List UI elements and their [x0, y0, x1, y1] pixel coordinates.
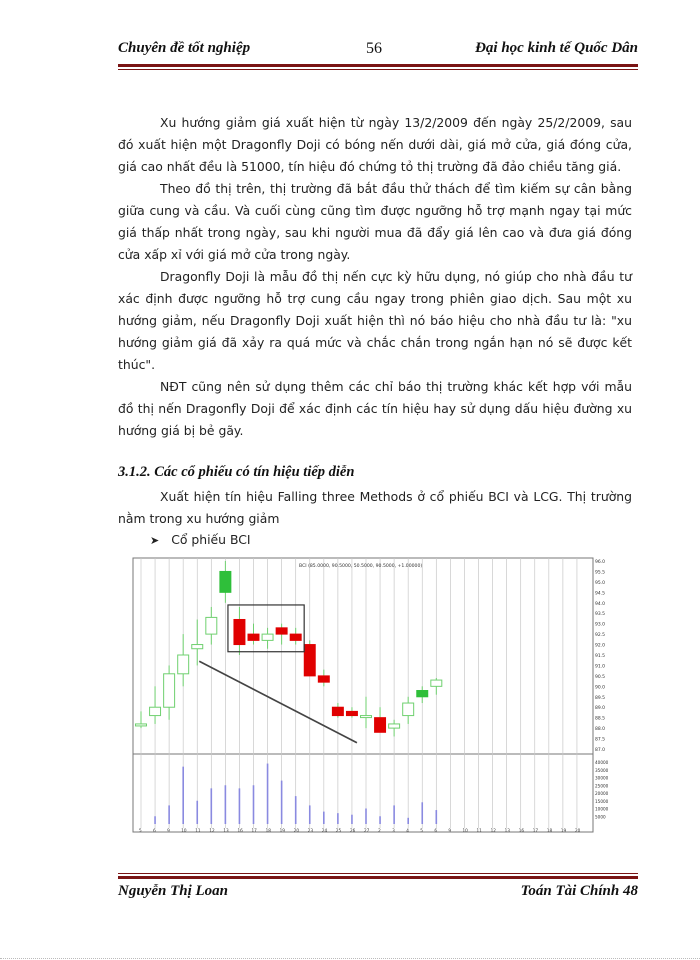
x-tick-label: 6 [434, 828, 437, 833]
x-tick-label: 13 [504, 828, 510, 833]
candle-body [150, 707, 161, 715]
x-tick-label: 13 [223, 828, 229, 833]
candle-body [192, 645, 203, 649]
footer-class: Toán Tài Chính 48 [520, 883, 638, 899]
volume-tick-label: 20000 [595, 791, 609, 796]
paragraph-2: Theo đồ thị trên, thị trường đã bắt đầu thử thách để tìm kiếm sự cân bằng giữa cung và cầu. Và cuối cùng cũng tìm được ngưỡng hỗ trợ mạnh ngay tại mức giá thấp nhất trong ngày, sau khi người mua đã đẩy giá lên cao và đưa giá đóng cửa xấp xỉ với giá mở cửa trong ngày. [118, 181, 632, 262]
header-university: Đại học kinh tế Quốc Dân [475, 40, 638, 56]
candle-body [361, 716, 372, 718]
x-tick-label: 2 [378, 828, 381, 833]
volume-tick-label: 10000 [595, 806, 609, 812]
bci-candlestick-chart [129, 552, 609, 842]
candle-body [417, 691, 428, 697]
y-tick-label: 88.0 [595, 727, 606, 733]
body-text [118, 112, 632, 442]
page-footer [118, 883, 638, 905]
y-tick-label: 93.0 [595, 622, 606, 628]
candle-body [389, 724, 400, 728]
y-tick-label: 94.5 [595, 591, 606, 597]
volume-tick-label: 40000 [595, 760, 609, 765]
y-tick-label: 92.0 [595, 643, 606, 649]
page-bottom-dotted-line [0, 958, 700, 959]
candle-body [248, 634, 259, 640]
y-tick-label: 91.5 [595, 654, 606, 659]
y-tick-label: 89.0 [595, 706, 606, 712]
footer-author: Nguyễn Thị Loan [118, 883, 229, 899]
volume-tick-label: 35000 [595, 767, 609, 773]
x-tick-label: 25 [335, 828, 342, 833]
volume-tick-label: 25000 [595, 783, 609, 789]
y-tick-label: 88.5 [595, 716, 606, 722]
paragraph-1: Xu hướng giảm giá xuất hiện từ ngày 13/2/2009 đến ngày 25/2/2009, sau đó xuất hiện một Dragonfly Doji có bóng nến dưới dài, giá mở cửa, giá đóng cửa, giá cao nhất đều là 51000, tín hiệu đó chứng tỏ thị trường đã đảo chiều tăng giá. [118, 115, 632, 174]
y-tick-label: 95.5 [595, 570, 606, 576]
bullet-item [150, 532, 251, 547]
paragraph-3: Dragonfly Doji là mẫu đồ thị nến cực kỳ hữu dụng, nó giúp cho nhà đầu tư xác định được ngưỡng hỗ trợ cung cầu ngay trong phiên giao dịch. Sau một xu hướng giảm, nếu Dragonfly Doji xuất hiện thì nó báo hiệu cho nhà đầu tư là: "xu hướng giảm giá đã xảy ra quá mức và chắc chắn trong ngắn hạn nó sẽ được kết thúc". [118, 269, 632, 372]
candle-body [276, 628, 287, 634]
x-tick-label: 11 [195, 828, 201, 833]
y-tick-label: 90.5 [595, 674, 606, 680]
paragraph-4: NĐT cũng nên sử dụng thêm các chỉ báo thị trường khác kết hợp với mẫu đồ thị nến Dragonfly Doji để xác định các tín hiệu hay sử dụng dấu hiệu đường xu hướng giá bị bẻ gãy. [118, 379, 632, 438]
x-tick-label: 23 [307, 828, 314, 833]
x-tick-label: 12 [209, 828, 215, 833]
x-tick-label: 10 [462, 828, 468, 833]
x-tick-label: 16 [237, 828, 243, 833]
x-tick-label: 6 [153, 828, 156, 833]
candle-body [136, 724, 147, 726]
bullet-label: Cổ phiếu BCI [171, 532, 251, 547]
footer-rule-thin [118, 873, 638, 874]
candle-body [206, 617, 217, 634]
x-tick-label: 10 [181, 828, 187, 833]
y-tick-label: 96.0 [595, 560, 606, 565]
x-tick-label: 5 [139, 828, 142, 833]
x-tick-label: 19 [279, 828, 285, 833]
x-tick-label: 5 [420, 828, 423, 833]
x-tick-label: 4 [406, 828, 409, 833]
x-tick-label: 12 [490, 828, 496, 833]
header-rule-thin [118, 69, 638, 70]
header-title: Chuyên đề tốt nghiệp [118, 40, 251, 56]
x-tick-label: 9 [448, 828, 452, 833]
candle-body [164, 674, 175, 707]
x-tick-label: 19 [560, 828, 567, 833]
candle-body [178, 655, 189, 674]
x-tick-label: 3 [392, 828, 395, 833]
section-intro-block [118, 486, 632, 530]
arrow-bullet-icon: ➤ [150, 534, 160, 547]
y-tick-label: 93.5 [595, 612, 606, 618]
section-intro: Xuất hiện tín hiệu Falling three Methods ở cổ phiếu BCI và LCG. Thị trường nằm trong xu hướng giảm [118, 489, 632, 526]
x-tick-label: 18 [265, 828, 271, 833]
volume-tick-label: 15000 [595, 798, 609, 804]
chart-frame [133, 558, 593, 832]
y-tick-label: 87.5 [595, 737, 606, 743]
candle-body [220, 571, 231, 592]
y-tick-label: 91.0 [595, 664, 606, 670]
x-tick-label: 16 [518, 828, 525, 833]
page-number: 56 [366, 40, 382, 57]
y-tick-label: 95.0 [595, 580, 606, 586]
section-title: 3.1.2. Các cổ phiếu có tín hiệu tiếp diễn [118, 464, 355, 480]
x-tick-label: 17 [532, 828, 539, 833]
candle-body [346, 711, 357, 715]
candle-body [290, 634, 301, 640]
header-rule-thick [118, 64, 638, 67]
x-tick-label: 18 [546, 828, 553, 833]
x-tick-label: 27 [364, 828, 370, 833]
candle-body [431, 680, 442, 686]
footer-rule-thick [118, 876, 638, 879]
y-tick-label: 89.5 [595, 695, 606, 701]
x-tick-label: 11 [476, 828, 482, 833]
candle-body [262, 634, 273, 640]
x-tick-label: 26 [349, 828, 356, 833]
candle-body [318, 676, 329, 682]
chart-title: BCI (85.0000, 90.5000, 50.5000, 90.5000, +1.00000) [299, 564, 423, 569]
y-tick-label: 90.0 [595, 685, 606, 691]
page-header [118, 40, 638, 62]
candle-body [304, 645, 315, 676]
y-tick-label: 94.0 [595, 601, 606, 607]
y-tick-label: 92.5 [595, 633, 606, 639]
candle-body [332, 707, 343, 715]
x-tick-label: 20 [574, 828, 581, 833]
volume-tick-label: 30000 [595, 775, 609, 781]
x-tick-label: 17 [251, 828, 257, 833]
x-tick-label: 24 [321, 828, 328, 833]
candle-body [403, 703, 414, 716]
volume-tick-label: 5000 [595, 814, 606, 820]
y-tick-label: 87.0 [595, 748, 606, 753]
chart-svg [129, 552, 609, 842]
x-tick-label: 20 [293, 828, 300, 833]
candle-body [375, 718, 386, 733]
x-tick-label: 9 [167, 828, 170, 833]
candle-body [234, 619, 245, 644]
